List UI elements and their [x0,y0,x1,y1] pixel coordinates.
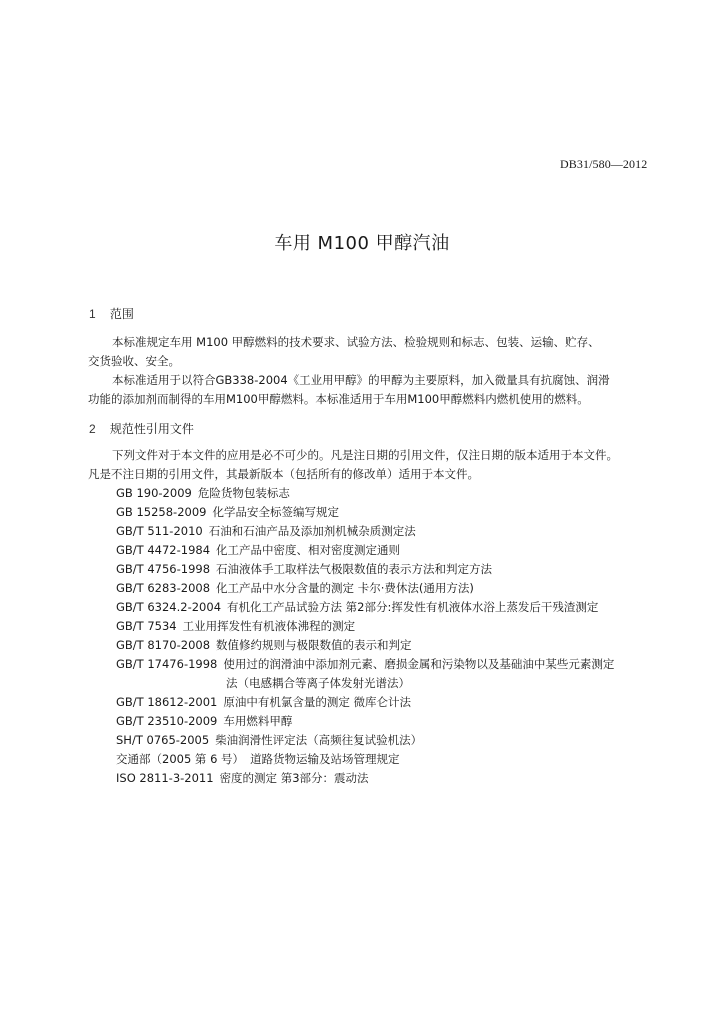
reference-title: 工业用挥发性有机液体沸程的测定 [182,619,356,633]
reference-title: 危险货物包装标志 [197,486,290,500]
reference-item [116,636,661,655]
reference-item [116,598,661,617]
reference-title: 柴油润滑性评定法（高频往复试验机法） [215,733,423,747]
reference-list [116,484,661,788]
reference-title-continuation: 法（电感耦合等离子体发射光谱法） [226,676,410,690]
paragraph-line: 下列文件对于本文件的应用是必不可少的。凡是注日期的引用文件，仅注日期的版本适用于本文件。 [112,448,618,462]
paragraph-line: 凡是不注日期的引用文件，其最新版本（包括所有的修改单）适用于本文件。 [88,467,479,481]
paragraph-line: 本标准规定车用 M100 甲醇燃料的技术要求、试验方法、检验规则和标志、包装、运输、贮存、 [112,335,600,349]
reference-item [116,617,661,636]
reference-code: GB/T 18612-2001 [116,695,218,709]
section-number: 2 [89,422,96,436]
document-code: DB31/580—2012 [560,157,648,171]
paragraph-scope-2 [88,371,660,409]
reference-code: GB/T 6324.2-2004 [116,600,222,614]
reference-code: ISO 2811-3-2011 [116,771,214,785]
reference-item [116,712,661,731]
paragraph-scope-1 [88,333,660,371]
reference-item [116,579,661,598]
section-heading-scope [89,305,134,322]
reference-title: 道路货物运输及站场管理规定 [250,752,400,766]
section-title: 规范性引用文件 [109,422,194,436]
reference-item [116,693,661,712]
reference-code: GB/T 6283-2008 [116,581,211,595]
reference-code: GB 15258-2009 [116,505,207,519]
reference-code: GB/T 8170-2008 [116,638,211,652]
reference-item [116,484,661,503]
reference-code: GB/T 4472-1984 [116,543,211,557]
reference-title: 密度的测定 第3部分：震动法 [219,771,369,785]
reference-title: 化工产品中水分含量的测定 卡尔·费休法(通用方法) [216,581,474,595]
paragraph-line: 交货验收、安全。 [88,354,180,368]
section-heading-normative-references [89,420,194,437]
reference-code: GB/T 23510-2009 [116,714,218,728]
reference-item [116,522,661,541]
section-number: 1 [89,307,96,321]
document-title: 车用 M100 甲醇汽油 [274,233,450,254]
reference-title: 有机化工产品试验方法 第2部分:挥发性有机液体水浴上蒸发后干残渣测定 [227,600,599,614]
reference-title: 石油液体手工取样法气极限数值的表示方法和判定方法 [216,562,493,576]
reference-title: 车用燃料甲醇 [223,714,293,728]
reference-item [116,655,661,674]
reference-code: GB/T 17476-1998 [116,657,218,671]
reference-title: 原油中有机氯含量的测定 微库仑计法 [223,695,412,709]
reference-item [116,503,661,522]
paragraph-line: 本标准适用于以符合GB338-2004《工业用甲醇》的甲醇为主要原料，加入微量具有抗腐蚀、润滑 [112,373,610,387]
reference-item [116,560,661,579]
reference-code: 交通部（2005 第 6 号） [116,752,245,766]
reference-code: GB/T 4756-1998 [116,562,211,576]
reference-title: 数值修约规则与极限数值的表示和判定 [216,638,412,652]
reference-code: GB/T 7534 [116,619,177,633]
reference-title: 化学品安全标签编写规定 [212,505,339,519]
reference-code: GB/T 511-2010 [116,524,203,538]
reference-item [116,769,661,788]
paragraph-references-intro [88,446,660,484]
reference-code: GB 190-2009 [116,486,192,500]
reference-item [116,750,661,769]
reference-item [116,541,661,560]
reference-code: SH/T 0765-2005 [116,733,210,747]
reference-item [116,731,661,750]
reference-title: 石油和石油产品及添加剂机械杂质测定法 [208,524,416,538]
reference-title: 化工产品中密度、相对密度测定通则 [216,543,401,557]
paragraph-line: 功能的添加剂而制得的车用M100甲醇燃料。本标准适用于车用M100甲醇燃料内燃机使用的燃料。 [88,392,589,406]
section-title: 范围 [109,307,134,321]
reference-title: 使用过的润滑油中添加剂元素、磨损金属和污染物以及基础油中某些元素测定 [223,657,615,671]
